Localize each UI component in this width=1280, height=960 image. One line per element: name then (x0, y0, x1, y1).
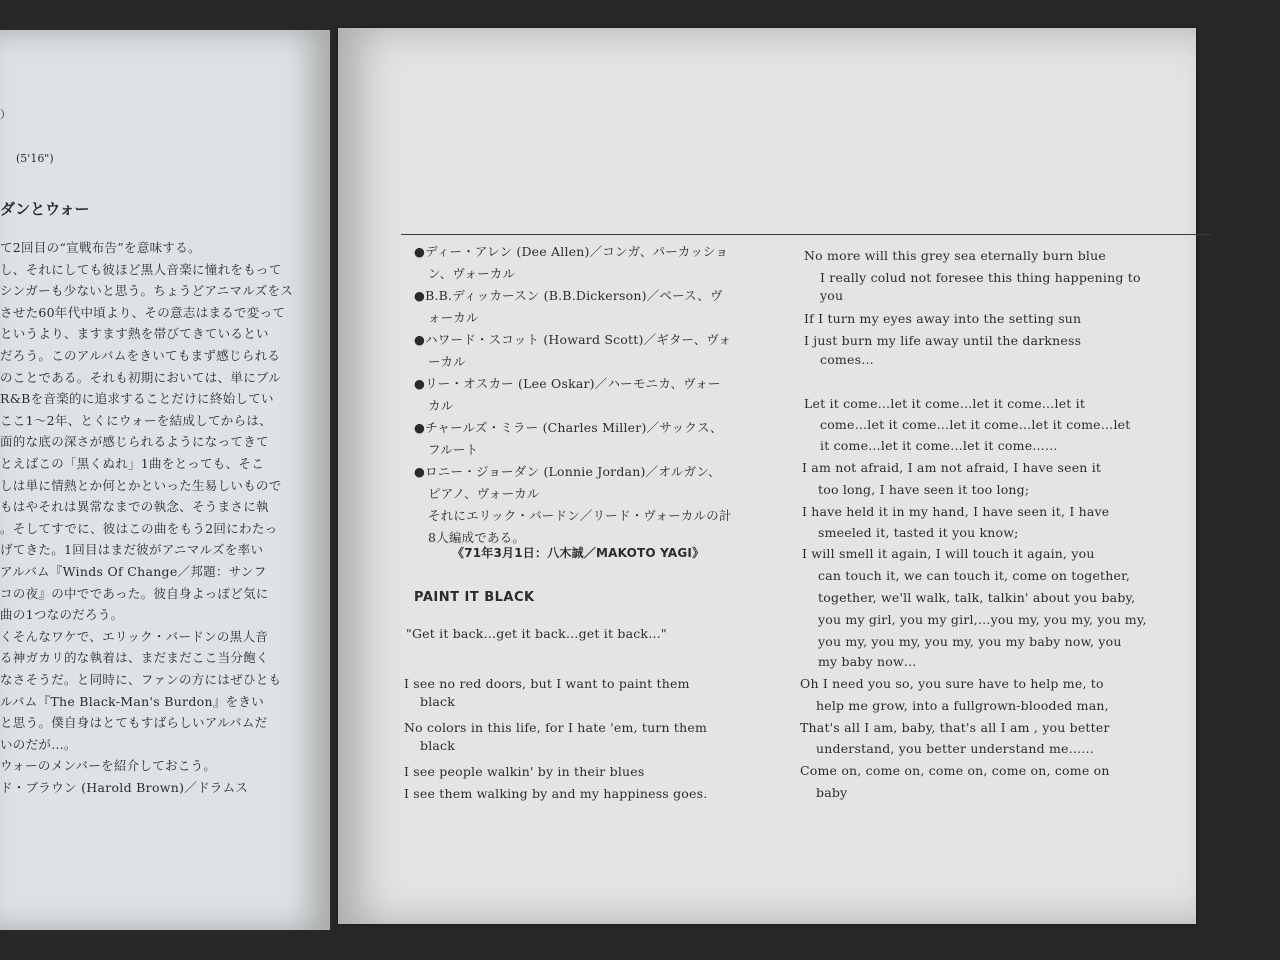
member-line: ●ディー・アレン (Dee Allen)／コンガ、パーカッショ (414, 244, 729, 259)
lyric-line: I will smell it again, I will touch it again, you (802, 546, 1095, 561)
left-text-line: と思う。僕自身はとてもすばらしいアルバムだ (0, 715, 268, 731)
left-text-line: げてきた。1回目はまだ彼がアニマルズを率い (0, 542, 264, 558)
member-line: ●チャールズ・ミラー (Charles Miller)／サックス、 (414, 420, 723, 435)
paren-fragment: ） (0, 108, 11, 121)
left-text-line: とえばこの「黒くぬれ」1曲をとっても、そこ (0, 456, 265, 471)
left-text-line: もはやそれは異常なまでの執念、そうまさに執 (0, 499, 269, 515)
left-text-line: ド・ブラウン (Harold Brown)／ドラムス (0, 780, 249, 795)
header-rule (401, 234, 1211, 235)
lyric-line: you my girl, you my girl,…you my, you my, you my, (818, 612, 1147, 627)
left-text-line: る神ガカリ的な執着は、まだまだここ当分飽く (0, 650, 269, 666)
lyric-line: I am not afraid, I am not afraid, I have seen it (802, 460, 1102, 475)
left-text-line: 。そしてすでに、彼はこの曲をもう2回にわたっ (0, 520, 278, 536)
lyric-line: If I turn my eyes away into the setting sun (804, 311, 1082, 326)
member-line: フルート (428, 442, 479, 457)
lyric-line: I just burn my life away until the darkness (804, 333, 1082, 348)
member-line: ●ハワード・スコット (Howard Scott)／ギター、ヴォ (414, 332, 732, 347)
left-text-line: ルバム『The Black-Man's Burdon』をきい (0, 693, 265, 709)
lyric-line: help me grow, into a fullgrown-blooded man, (816, 698, 1109, 713)
left-text-line: だろう。このアルバムをきいてもまず感じられる (0, 348, 281, 363)
left-text-line: コの夜』の中でであった。彼自身よっぽど気に (0, 585, 269, 601)
lyric-line: together, we'll walk, talk, talkin' about you baby, (818, 590, 1136, 605)
lyric-line: you (820, 288, 844, 303)
member-line: ン、ヴォーカル (428, 266, 516, 281)
lyric-line: Come on, come on, come on, come on, come on (800, 763, 1110, 778)
member-line: ピアノ、ヴォーカル (428, 486, 540, 501)
member-line: 8人編成である。 (428, 530, 526, 545)
song-title: PAINT IT BLACK (414, 590, 535, 605)
lyric-line: come…let it come…let it come…let it come…let (820, 417, 1131, 432)
member-line: カル (428, 398, 454, 413)
left-text-line: なさそうだ。と同時に、ファンの方にはぜひとも (0, 672, 282, 687)
lyric-line: smeeled it, tasted it you know; (818, 525, 1019, 540)
left-text-line: しは単に情熱とか何とかといった生易しいもので (0, 477, 282, 493)
right-page (338, 28, 1196, 924)
lyric-line: No colors in this life, for I hate 'em, turn them (404, 720, 708, 735)
lyric-line: I see no red doors, but I want to paint them (404, 676, 690, 691)
lyric-line: Oh I need you so, you sure have to help me, to (800, 676, 1104, 691)
lyric-line: black (420, 694, 456, 709)
lyric-line: can touch it, we can touch it, come on together, (818, 568, 1131, 583)
left-text-line: ウォーのメンバーを紹介しておこう。 (0, 758, 217, 774)
left-text-line: 面的な底の深さが感じられるようになってきて (0, 434, 269, 450)
member-line: ーカル (428, 354, 466, 369)
lyric-line: That's all I am, baby, that's all I am , you better (800, 720, 1110, 735)
section-heading: ダンとウォー (0, 200, 90, 218)
lyric-line: Let it come…let it come…let it come…let it (804, 396, 1086, 411)
lyric-line: I really colud not foresee this thing happening to (820, 270, 1141, 285)
member-line: ォーカル (428, 310, 479, 325)
left-text-line: いのだが…。 (0, 736, 77, 752)
member-line: ●B.B.ディッカースン (B.B.Dickerson)／ベース、ヴ (414, 288, 723, 303)
lyric-line: understand, you better understand me…… (816, 741, 1095, 756)
left-text-line: R&Bを音楽的に追求することだけに終始してい (0, 391, 274, 407)
lyric-line: I see them walking by and my happiness goes. (404, 786, 708, 801)
left-text-line: アルバム『Winds Of Change／邦題：サンフ (0, 564, 267, 579)
left-text-line: ここ1〜2年、とくにウォーを結成してからは、 (0, 412, 273, 428)
lyric-line: I see people walkin' by in their blues (404, 764, 645, 779)
left-text-line: させた60年代中頃より、その意志はまるで変って (0, 304, 286, 320)
lyric-line: I have held it in my hand, I have seen it, I have (802, 504, 1110, 519)
lyric-line: black (420, 738, 456, 753)
left-page (0, 30, 330, 930)
lyric-line: it come…let it come…let it come…… (820, 438, 1058, 453)
left-text-line: 曲の1つなのだろう。 (0, 607, 124, 623)
member-line: ●リー・オスカー (Lee Oskar)／ハーモニカ、ヴォー (414, 376, 721, 391)
left-text-line: くそんなワケで、エリック・バードンの黒人音 (0, 628, 269, 644)
left-text-line: シンガーも少ないと思う。ちょうどアニマルズをス (0, 283, 294, 299)
lyric-line: too long, I have seen it too long; (818, 482, 1030, 497)
member-line: ●ロニー・ジョーダン (Lonnie Jordan)／オルガン、 (414, 464, 721, 479)
lyric-line: comes… (820, 352, 874, 367)
left-text-line: て2回目の“宣戦布告”を意味する。 (0, 240, 201, 255)
lyric-line: No more will this grey sea eternally burn blue (804, 248, 1106, 263)
left-text-line: というより、ますます熱を帯びてきているとい (0, 326, 269, 342)
left-text-line: のことである。それも初期においては、単にブル (0, 369, 282, 385)
lyric-line: you my, you my, you my, you my baby now, you (818, 634, 1122, 649)
lyric-line: baby (816, 785, 848, 800)
track-duration: (5'16") (16, 152, 54, 165)
lyric-line: my baby now… (818, 654, 917, 669)
member-line: それにエリック・バードン／リード・ヴォーカルの計 (428, 508, 732, 523)
lyric-line: "Get it back…get it back…get it back…" (406, 626, 667, 641)
left-text-line: し、それにしても彼ほど黒人音楽に憧れをもって (0, 261, 282, 277)
credit-line: 《71年3月1日：八木誠／MAKOTO YAGI》 (452, 546, 705, 560)
